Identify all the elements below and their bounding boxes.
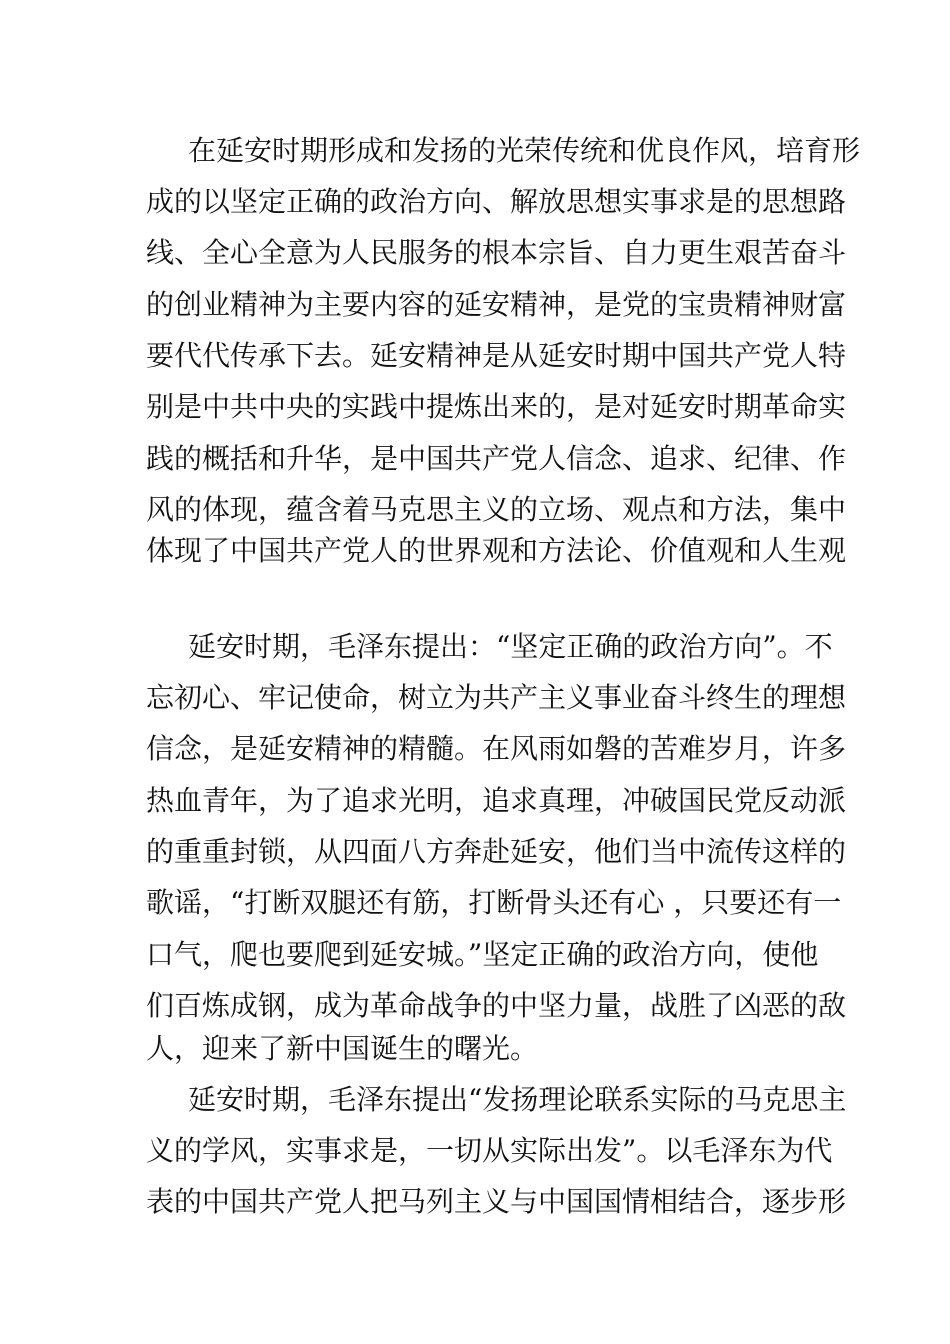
paragraph-line: 成的以坚定正确的政治方向、解放思想实事求是的思想路 xyxy=(146,185,847,218)
paragraph-line: 人，迎来了新中国诞生的曙光。 xyxy=(146,1032,539,1065)
paragraph-line: 别是中共中央的实践中提炼出来的，是对延安时期革命实 xyxy=(146,390,847,423)
paragraph-line: 义的学风，实事求是，一切从实际出发”。以毛泽东为代 xyxy=(146,1134,833,1167)
paragraph-line: 体现了中国共产党人的世界观和方法论、价值观和人生观 xyxy=(146,534,847,567)
paragraph-line: 热血青年，为了追求光明，追求真理，冲破国民党反动派 xyxy=(146,784,847,817)
paragraph-line: 延安时期，毛泽东提出：“坚定正确的政治方向”。不 xyxy=(188,630,833,663)
paragraph-line: 口气，爬也要爬到延安城。”坚定正确的政治方向，使他 xyxy=(146,938,819,971)
paragraph-line: 忘初心、牢记使命，树立为共产主义事业奋斗终生的理想 xyxy=(146,681,847,714)
paragraph-line: 线、全心全意为人民服务的根本宗旨、自力更生艰苦奋斗 xyxy=(146,236,847,269)
paragraph-line: 的重重封锁，从四面八方奔赴延安，他们当中流传这样的 xyxy=(146,835,847,868)
paragraph-line: 表的中国共产党人把马列主义与中国国情相结合，逐步形 xyxy=(146,1185,847,1218)
paragraph-line: 践的概括和升华，是中国共产党人信念、追求、纪律、作 xyxy=(146,442,847,475)
paragraph-line: 信念，是延安精神的精髓。在风雨如磐的苦难岁月，许多 xyxy=(146,732,847,765)
paragraph-line: 风的体现，蕴含着马克思主义的立场、观点和方法，集中 xyxy=(146,493,847,526)
paragraph-line: 在延安时期形成和发扬的光荣传统和优良作风，培育形 xyxy=(188,134,861,167)
paragraph-line: 歌谣，“打断双腿还有筋，打断骨头还有心 ，只要还有一 xyxy=(146,886,842,919)
paragraph-line: 要代代传承下去。延安精神是从延安时期中国共产党人特 xyxy=(146,339,847,372)
paragraph-line: 的创业精神为主要内容的延安精神，是党的宝贵精神财富 xyxy=(146,288,847,321)
paragraph-line: 延安时期，毛泽东提出“发扬理论联系实际的马克思主 xyxy=(188,1083,847,1116)
paragraph-line: 们百炼成钢，成为革命战争的中坚力量，战胜了凶恶的敌 xyxy=(146,989,847,1022)
